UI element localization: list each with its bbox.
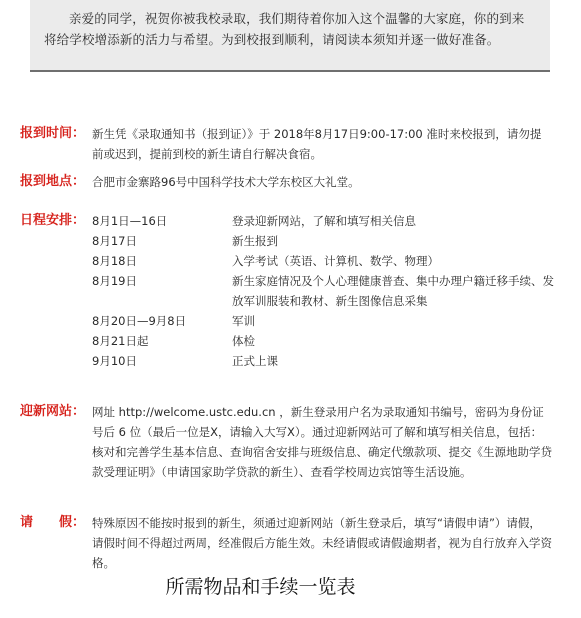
schedule-row [92,351,562,371]
schedule-row [92,331,562,351]
schedule-event: 体检 [232,334,255,348]
schedule-event: 正式上课 [232,354,278,368]
report-time-text: 新生凭《录取通知书（报到证）》于 2018年8月17日9:00-17:00 准时来校报到，请勿提前或迟到，提前到校的新生请自行解决食宿。 [92,127,542,161]
required-items-title: 所需物品和手续一览表 [165,576,356,598]
leave-label: 请 假： [20,515,86,530]
schedule-date: 8月17日 [92,234,137,248]
leave-text: 特殊原因不能按时报到的新生，须通过迎新网站（新生登录后，填写“请假申请”）请假，请假时间不得超过两周，经准假后方能生效。未经请假或请假逾期者，视为自行放弃入学资格。 [92,516,552,570]
schedule-event: 登录迎新网站，了解和填写相关信息 [232,214,416,228]
schedule-date: 8月1日—16日 [92,214,168,228]
schedule-row [92,271,562,311]
schedule-row [92,211,562,231]
report-place-label: 报到地点： [20,174,86,189]
schedule-event: 新生家庭情况及个人心理健康普查、集中办理户籍迁移手续、发放军训服装和教材、新生图像信息采集 [232,274,554,308]
schedule-event: 入学考试（英语、计算机、数学、物理） [232,254,439,268]
schedule-date: 8月18日 [92,254,137,268]
schedule-event: 新生报到 [232,234,278,248]
report-place-text: 合肥市金寨路96号中国科学技术大学东校区大礼堂。 [92,175,360,189]
schedule-event: 军训 [232,314,255,328]
schedule-date: 8月20日—9月8日 [92,314,187,328]
report-time-label: 报到时间： [20,126,86,141]
website-label: 迎新网站： [20,404,86,419]
schedule-row [92,311,562,331]
schedule-date: 9月10日 [92,354,137,368]
website-text: 网址 http://welcome.ustc.edu.cn ，新生登录用户名为录取通知书编号，密码为身份证号后 6 位（最后一位是X，请输入大写X）。通过迎新网站可了解和填写相关信息，包括：核对和完善学生基本信息、查询宿舍安排与班级信息、确定代缴款项、提交《生源地助学贷款受理证明》（申请国家助学贷款的新生）、查看学校周边宾馆等生活设施。 [92,405,552,479]
schedule-date: 8月21日起 [92,334,149,348]
intro-text: 亲爱的同学，祝贺你被我校录取，我们期待着你加入这个温馨的大家庭，你的到来将给学校增添新的活力与希望。为到校报到顺利，请阅读本须知并逐一做好准备。 [44,11,525,47]
schedule-label: 日程安排： [20,213,86,228]
intro-box [30,0,550,72]
schedule-date: 8月19日 [92,274,137,288]
schedule-list [92,211,562,371]
schedule-row [92,251,562,271]
schedule-row [92,231,562,251]
